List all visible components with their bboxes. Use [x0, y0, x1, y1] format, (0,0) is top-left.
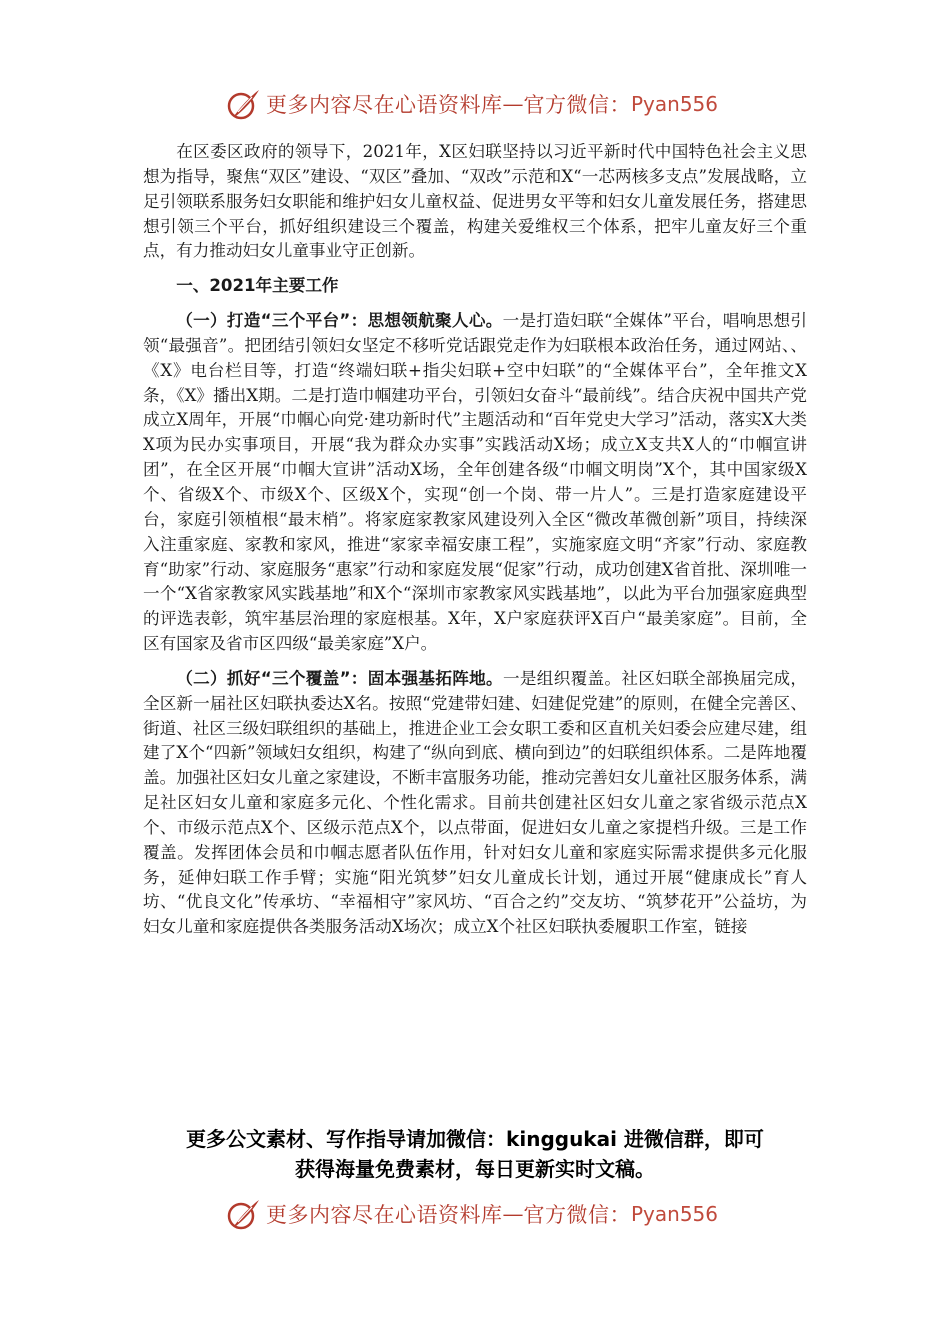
- quill-logo-icon: [226, 86, 262, 122]
- wechat-label: 官方微信：: [523, 1203, 631, 1227]
- paragraph-coverage: [143, 667, 807, 940]
- wechat-id: Pyan556: [631, 92, 719, 116]
- promo-line: 更多公文素材、写作指导请加微信：kinggukai 进微信群，即可: [186, 1127, 764, 1151]
- wechat-label: 官方微信：: [523, 93, 631, 117]
- quill-logo-icon: [226, 1196, 262, 1232]
- paragraph-platforms: [143, 309, 807, 657]
- paragraph-text: 一是打造妇联“全媒体”平台，唱响思想引领“最强音”。把团结引领妇女坚定不移听党话跟党走作为妇联根本政治任务，通过网站、、《X》电台栏目等，打造“终端妇联+指尖妇联+空中妇联”的“全媒体平台”，全年推文X条，《X》播出X期。二是打造巾帼建功平台，引领妇女奋斗“最前线”。结合庆祝中国共产党成立X周年，开展“巾帼心向党·建功新时代”主题活动和“百年党史大学习”活动，落实X大类X项为民办实事项目，开展“我为群众办实事”实践活动X场；成立X支共X人的“巾帼宣讲团”，在全区开展“巾帼大宣讲”活动X场，全年创建各级“巾帼文明岗”X个，其中国家级X个、省级X个、市级X个、区级X个，实现“创一个岗、带一片人”。三是打造家庭建设平台，家庭引领植根“最末梢”。将家庭家教家风建设列入全区“微改革微创新”项目，持续深入注重家庭、家教和家风，推进“家家幸福安康工程”，实施家庭文明“齐家”行动、家庭教育“助家”行动、家庭服务“惠家”行动和家庭发展“促家”行动，成功创建X省首批、深圳唯一一个“X省家教家风实践基地”和X个“深圳市家教家风实践基地”，以此为平台加强家庭典型的评选表彰，筑牢基层治理的家庭根基。X年，X户家庭获评X百户“最美家庭”。目前，全区有国家及省市区四级“最美家庭”X户。: [143, 311, 807, 654]
- paragraph-lead: （一）打造“三个平台”：思想领航聚人心。: [176, 311, 503, 331]
- paragraph-lead: （二）抓好“三个覆盖”：固本强基拓阵地。: [176, 668, 503, 688]
- promo-banner: [120, 1124, 830, 1184]
- brand-separator: —: [502, 1202, 524, 1226]
- header-watermark: [226, 84, 718, 124]
- promo-line: 获得海量免费素材，每日更新实时文稿。: [295, 1157, 655, 1181]
- section-title: 一、2021年主要工作: [176, 276, 339, 296]
- brand-text: 更多内容尽在心语资料库: [266, 1203, 503, 1227]
- document-body: [143, 140, 807, 940]
- intro-paragraph: 在区委区政府的领导下，2021年，X区妇联坚持以习近平新时代中国特色社会主义思想为指导，聚焦“双区”建设、“双区”叠加、“双改”示范和X“一芯两核多支点”发展战略，立足引领联系服务妇女职能和维护妇女儿童权益、促进男女平等和妇女儿童发展任务，搭建思想引领三个平台，抓好组织建设三个覆盖，构建关爱维权三个体系，把牢儿童友好三个重点，有力推动妇女儿童事业守正创新。: [143, 142, 807, 261]
- footer-watermark: [226, 1194, 718, 1234]
- paragraph-text: 一是组织覆盖。社区妇联全部换届完成，全区新一届社区妇联执委达X名。按照“党建带妇建、妇建促党建”的原则，在健全完善区、街道、社区三级妇联组织的基础上，推进企业工会女职工委和区直机关妇委会应建尽建，组建了X个“四新”领域妇女组织，构建了“纵向到底、横向到边”的妇联组织体系。二是阵地覆盖。加强社区妇女儿童之家建设，不断丰富服务功能，推动完善妇女儿童社区服务体系，满足社区妇女儿童和家庭多元化、个性化需求。目前共创建社区妇女儿童之家省级示范点X个、市级示范点X个、区级示范点X个，以点带面，促进妇女儿童之家提档升级。三是工作覆盖。发挥团体会员和巾帼志愿者队伍作用，针对妇女儿童和家庭实际需求提供多元化服务，延伸妇联工作手臂；实施“阳光筑梦”妇女儿童成长计划，通过开展“健康成长”育人坊、“优良文化”传承坊、“幸福相守”家风坊、“百合之约”交友坊、“筑梦花开”公益坊，为妇女儿童和家庭提供各类服务活动X场次；成立X个社区妇联执委履职工作室，链接: [143, 668, 808, 937]
- wechat-id: Pyan556: [631, 1202, 719, 1226]
- brand-text: 更多内容尽在心语资料库: [266, 93, 503, 117]
- brand-separator: —: [502, 92, 524, 116]
